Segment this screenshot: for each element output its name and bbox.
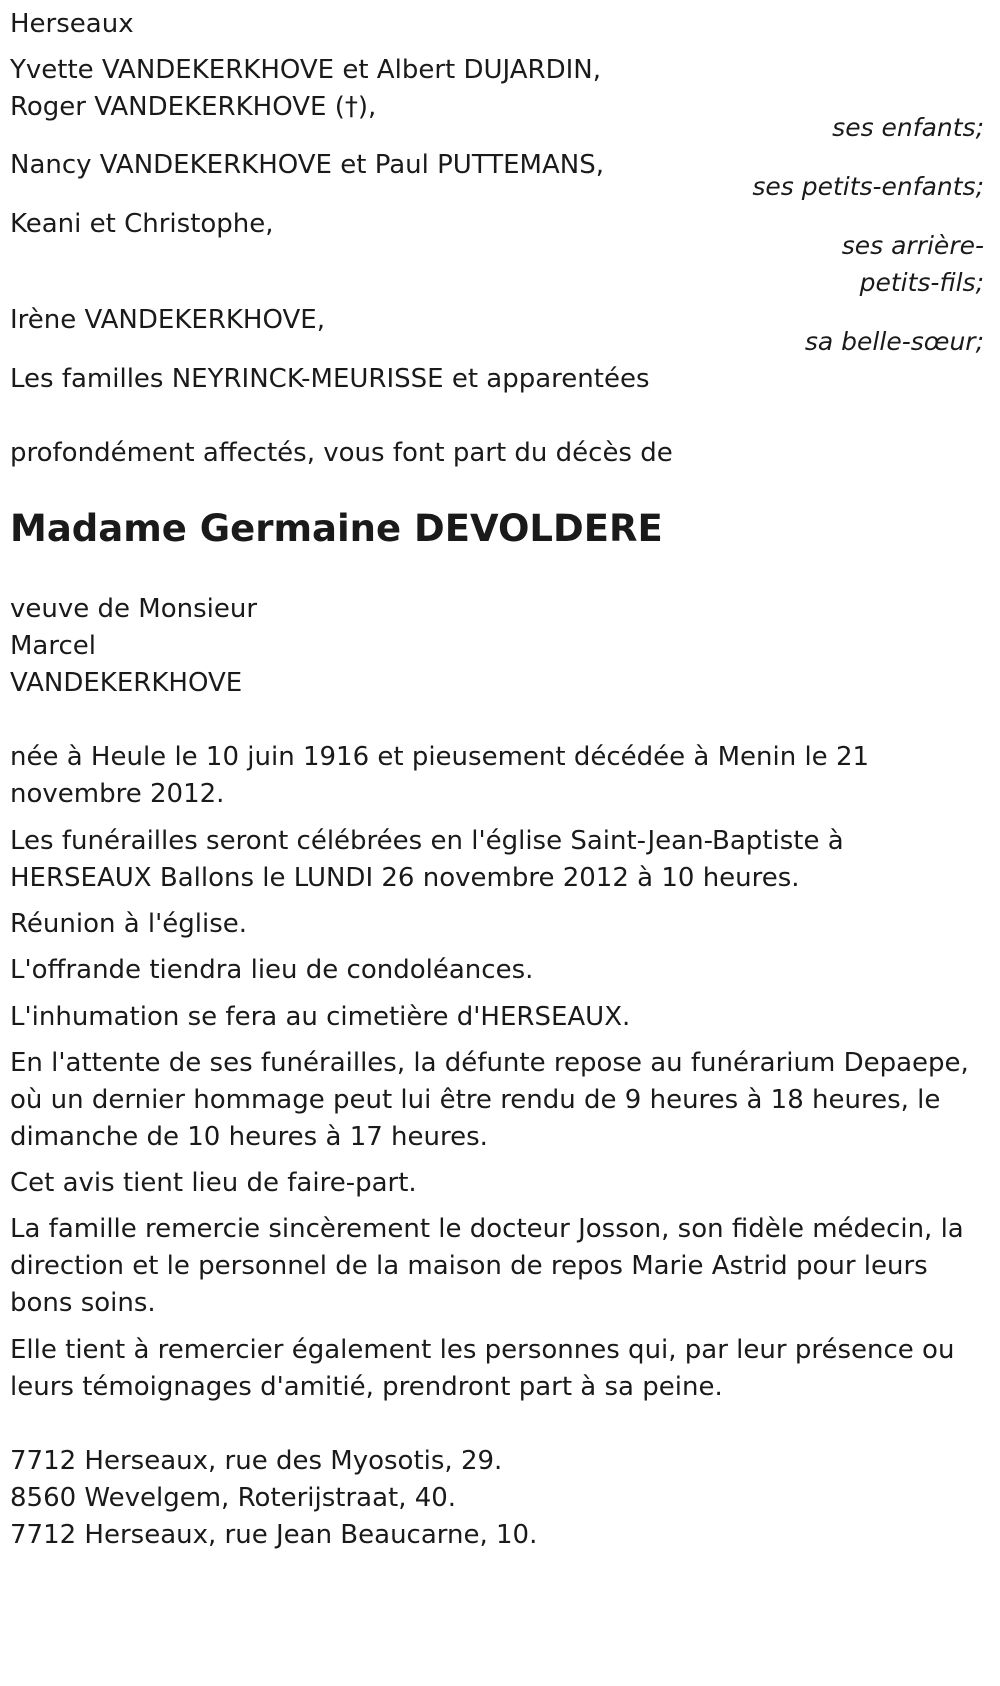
birth-death-line-2: novembre 2012. [10,779,225,809]
funerarium-line-1: En l'attente de ses funérailles, la défunte repose au funérarium Depaepe, [10,1048,969,1078]
place-header: Herseaux [10,9,134,39]
funeral-line-1: Les funérailles seront célébrées en l'église Saint-Jean-Baptiste à [10,826,844,856]
greatgrandchildren-names: Keani et Christophe, [10,209,274,239]
thanks-more-line-2: leurs témoignages d'amitié, prendront part à sa peine. [10,1372,723,1402]
children-names-line-1: Yvette VANDEKERKHOVE et Albert DUJARDIN, [10,55,601,85]
funerarium-line-3: dimanche de 10 heures à 17 heures. [10,1122,488,1152]
families-line: Les familles NEYRINCK-MEURISSE et apparentées [10,364,650,394]
grandchildren-role: ses petits-enfants; [752,172,984,201]
children-names-line-2: Roger VANDEKERKHOVE (†), [10,92,377,122]
deceased-name: Madame Germaine DEVOLDERE [10,507,663,550]
meeting-line: Réunion à l'église. [10,909,248,939]
address-line: 7712 Herseaux, rue Jean Beaucarne, 10. [10,1520,538,1550]
widow-of-line-1: veuve de Monsieur [10,594,258,624]
announcement-line: profondément affectés, vous font part du décès de [10,438,673,468]
sister-in-law-name: Irène VANDEKERKHOVE, [10,305,325,335]
address-line: 8560 Wevelgem, Roterijstraat, 40. [10,1483,457,1513]
birth-death-line-1: née à Heule le 10 juin 1916 et pieusement décédée à Menin le 21 [10,742,870,772]
grandchildren-names: Nancy VANDEKERKHOVE et Paul PUTTEMANS, [10,150,604,180]
greatgrandchildren-role-line-1: ses arrière- [841,231,984,260]
thanks-line-3: bons soins. [10,1288,156,1318]
sister-in-law-role: sa belle-sœur; [804,327,984,356]
notice-line: Cet avis tient lieu de faire-part. [10,1168,417,1198]
burial-line: L'inhumation se fera au cimetière d'HERSEAUX. [10,1002,631,1032]
thanks-more-line-1: Elle tient à remercier également les personnes qui, par leur présence ou [10,1335,955,1365]
greatgrandchildren-role-line-2: petits-fils; [859,268,984,297]
widow-of-line-2: Marcel [10,631,96,661]
funerarium-line-2: où un dernier hommage peut lui être rendu de 9 heures à 18 heures, le [10,1085,941,1115]
offering-line: L'offrande tiendra lieu de condoléances. [10,955,534,985]
funeral-line-2: HERSEAUX Ballons le LUNDI 26 novembre 2012 à 10 heures. [10,863,800,893]
widow-of-line-3: VANDEKERKHOVE [10,668,243,698]
address-line: 7712 Herseaux, rue des Myosotis, 29. [10,1446,503,1476]
thanks-line-2: direction et le personnel de la maison de repos Marie Astrid pour leurs [10,1251,928,1281]
thanks-line-1: La famille remercie sincèrement le docteur Josson, son fidèle médecin, la [10,1214,964,1244]
children-role: ses enfants; [832,113,984,142]
